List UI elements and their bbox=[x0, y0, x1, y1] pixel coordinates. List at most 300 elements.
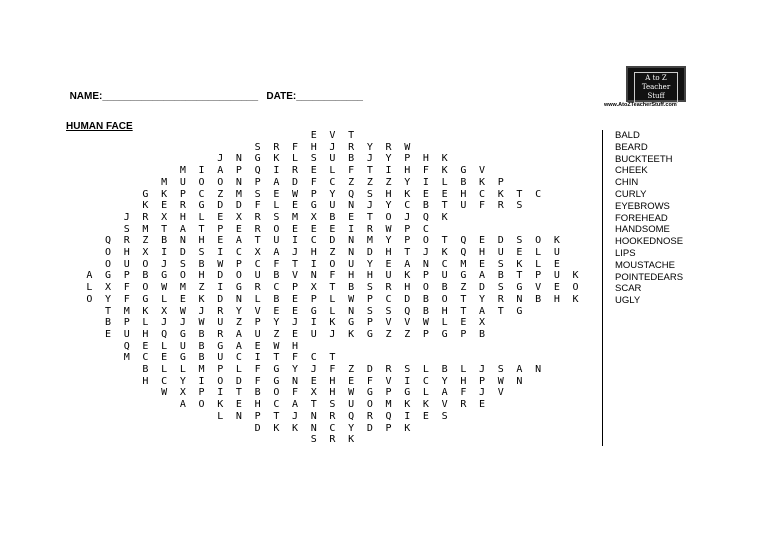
grid-letter[interactable]: P bbox=[422, 270, 429, 282]
grid-letter[interactable]: S bbox=[497, 282, 504, 294]
grid-letter[interactable]: K bbox=[217, 399, 224, 411]
grid-letter[interactable]: U bbox=[460, 200, 467, 212]
grid-letter[interactable]: T bbox=[404, 247, 411, 258]
grid-letter[interactable]: F bbox=[460, 387, 467, 399]
grid-letter[interactable]: E bbox=[254, 340, 261, 352]
grid-letter[interactable]: E bbox=[142, 340, 149, 352]
grid-letter[interactable]: A bbox=[217, 165, 224, 177]
grid-letter[interactable]: Q bbox=[404, 305, 411, 317]
grid-letter[interactable]: K bbox=[404, 399, 411, 411]
grid-letter[interactable]: X bbox=[105, 282, 112, 294]
grid-letter[interactable]: M bbox=[179, 165, 186, 177]
grid-letter[interactable]: H bbox=[329, 375, 336, 387]
grid-letter[interactable]: Y bbox=[235, 305, 242, 317]
grid-letter[interactable]: Z bbox=[366, 176, 373, 188]
grid-letter[interactable]: E bbox=[385, 258, 392, 270]
grid-letter[interactable]: Y bbox=[366, 141, 373, 153]
grid-letter[interactable]: G bbox=[273, 375, 280, 387]
grid-letter[interactable]: R bbox=[497, 200, 504, 212]
grid-letter[interactable]: L bbox=[198, 211, 205, 223]
grid-letter[interactable]: H bbox=[366, 270, 373, 282]
grid-letter[interactable]: Z bbox=[217, 188, 224, 200]
grid-letter[interactable]: R bbox=[217, 305, 224, 317]
grid-letter[interactable]: P bbox=[366, 317, 373, 329]
grid-letter[interactable]: S bbox=[497, 258, 504, 270]
grid-letter[interactable]: P bbox=[123, 317, 130, 329]
grid-letter[interactable]: T bbox=[516, 270, 523, 282]
grid-letter[interactable]: K bbox=[422, 399, 429, 411]
grid-letter[interactable]: U bbox=[179, 176, 186, 188]
grid-letter[interactable]: C bbox=[142, 352, 149, 364]
grid-letter[interactable]: L bbox=[329, 305, 336, 317]
grid-letter[interactable]: I bbox=[161, 247, 168, 258]
grid-letter[interactable]: C bbox=[198, 188, 205, 200]
grid-letter[interactable]: E bbox=[348, 211, 355, 223]
grid-letter[interactable]: P bbox=[254, 410, 261, 422]
grid-letter[interactable]: C bbox=[479, 188, 486, 200]
grid-letter[interactable]: S bbox=[366, 305, 373, 317]
grid-letter[interactable]: W bbox=[292, 188, 299, 200]
grid-letter[interactable]: U bbox=[217, 352, 224, 364]
grid-letter[interactable]: Z bbox=[385, 328, 392, 340]
grid-letter[interactable]: Z bbox=[198, 282, 205, 294]
grid-letter[interactable]: J bbox=[161, 258, 168, 270]
grid-letter[interactable]: K bbox=[404, 188, 411, 200]
grid-letter[interactable]: X bbox=[310, 282, 317, 294]
grid-letter[interactable]: H bbox=[404, 282, 411, 294]
grid-letter[interactable]: N bbox=[348, 305, 355, 317]
grid-letter[interactable]: K bbox=[329, 317, 336, 329]
grid-letter[interactable]: D bbox=[217, 200, 224, 212]
grid-letter[interactable]: E bbox=[553, 282, 560, 294]
grid-letter[interactable]: P bbox=[310, 188, 317, 200]
grid-letter[interactable]: N bbox=[348, 247, 355, 258]
name-field[interactable]: NAME:____________________________ bbox=[69, 91, 259, 102]
grid-letter[interactable]: J bbox=[123, 211, 130, 223]
grid-letter[interactable]: V bbox=[292, 270, 299, 282]
grid-letter[interactable]: N bbox=[310, 270, 317, 282]
grid-letter[interactable]: H bbox=[385, 188, 392, 200]
grid-letter[interactable]: Z bbox=[460, 282, 467, 294]
grid-letter[interactable]: F bbox=[273, 258, 280, 270]
grid-letter[interactable]: K bbox=[348, 328, 355, 340]
grid-letter[interactable]: P bbox=[217, 364, 224, 375]
grid-letter[interactable]: O bbox=[385, 211, 392, 223]
grid-letter[interactable]: B bbox=[198, 258, 205, 270]
grid-letter[interactable]: G bbox=[441, 328, 448, 340]
grid-letter[interactable]: B bbox=[422, 305, 429, 317]
grid-letter[interactable]: V bbox=[385, 317, 392, 329]
grid-letter[interactable]: Y bbox=[329, 188, 336, 200]
grid-letter[interactable]: T bbox=[460, 305, 467, 317]
grid-letter[interactable]: J bbox=[292, 317, 299, 329]
grid-letter[interactable]: E bbox=[292, 223, 299, 235]
grid-letter[interactable]: Y bbox=[479, 293, 486, 305]
grid-letter[interactable]: T bbox=[348, 130, 355, 141]
grid-letter[interactable]: K bbox=[497, 188, 504, 200]
grid-letter[interactable]: T bbox=[497, 305, 504, 317]
grid-letter[interactable]: L bbox=[217, 410, 224, 422]
grid-letter[interactable]: F bbox=[254, 200, 261, 212]
grid-letter[interactable]: F bbox=[254, 364, 261, 375]
grid-letter[interactable]: N bbox=[348, 200, 355, 212]
grid-letter[interactable]: E bbox=[422, 410, 429, 422]
grid-letter[interactable]: I bbox=[217, 387, 224, 399]
grid-letter[interactable]: N bbox=[422, 258, 429, 270]
grid-letter[interactable]: H bbox=[404, 165, 411, 177]
grid-letter[interactable]: O bbox=[105, 258, 112, 270]
grid-letter[interactable]: X bbox=[479, 317, 486, 329]
grid-letter[interactable]: E bbox=[292, 200, 299, 212]
grid-letter[interactable]: T bbox=[441, 235, 448, 247]
grid-letter[interactable]: H bbox=[460, 375, 467, 387]
grid-letter[interactable]: S bbox=[329, 399, 336, 411]
grid-letter[interactable]: U bbox=[385, 270, 392, 282]
grid-letter[interactable]: T bbox=[105, 305, 112, 317]
grid-letter[interactable]: F bbox=[348, 165, 355, 177]
grid-letter[interactable]: D bbox=[235, 375, 242, 387]
grid-letter[interactable]: O bbox=[422, 235, 429, 247]
grid-letter[interactable]: P bbox=[179, 188, 186, 200]
grid-letter[interactable]: J bbox=[179, 317, 186, 329]
grid-letter[interactable]: Y bbox=[404, 176, 411, 188]
grid-letter[interactable]: M bbox=[366, 235, 373, 247]
grid-letter[interactable]: P bbox=[404, 223, 411, 235]
grid-letter[interactable]: E bbox=[422, 188, 429, 200]
grid-letter[interactable]: N bbox=[516, 293, 523, 305]
grid-letter[interactable]: I bbox=[198, 375, 205, 387]
grid-letter[interactable]: U bbox=[348, 258, 355, 270]
grid-letter[interactable]: X bbox=[254, 247, 261, 258]
grid-letter[interactable]: I bbox=[422, 176, 429, 188]
grid-letter[interactable]: B bbox=[348, 153, 355, 165]
grid-letter[interactable]: Y bbox=[292, 364, 299, 375]
grid-letter[interactable]: G bbox=[516, 305, 523, 317]
grid-letter[interactable]: B bbox=[273, 270, 280, 282]
grid-letter[interactable]: S bbox=[179, 258, 186, 270]
grid-letter[interactable]: E bbox=[479, 235, 486, 247]
grid-letter[interactable]: W bbox=[497, 375, 504, 387]
grid-letter[interactable]: S bbox=[385, 305, 392, 317]
grid-letter[interactable]: Q bbox=[254, 165, 261, 177]
grid-letter[interactable]: L bbox=[273, 200, 280, 212]
grid-letter[interactable]: S bbox=[254, 188, 261, 200]
grid-letter[interactable]: E bbox=[348, 375, 355, 387]
grid-letter[interactable]: Z bbox=[404, 328, 411, 340]
grid-letter[interactable]: S bbox=[497, 364, 504, 375]
grid-letter[interactable]: B bbox=[441, 364, 448, 375]
grid-letter[interactable]: T bbox=[329, 282, 336, 294]
grid-letter[interactable]: E bbox=[310, 130, 317, 141]
grid-letter[interactable]: Z bbox=[273, 328, 280, 340]
grid-letter[interactable]: J bbox=[329, 141, 336, 153]
grid-letter[interactable]: F bbox=[366, 375, 373, 387]
grid-letter[interactable]: G bbox=[348, 317, 355, 329]
grid-letter[interactable]: E bbox=[292, 293, 299, 305]
grid-letter[interactable]: I bbox=[310, 258, 317, 270]
grid-letter[interactable]: U bbox=[553, 270, 560, 282]
grid-letter[interactable]: G bbox=[142, 188, 149, 200]
grid-letter[interactable]: W bbox=[273, 340, 280, 352]
grid-letter[interactable]: A bbox=[235, 340, 242, 352]
grid-letter[interactable]: K bbox=[348, 434, 355, 446]
grid-letter[interactable]: U bbox=[123, 328, 130, 340]
grid-letter[interactable]: H bbox=[441, 305, 448, 317]
grid-letter[interactable]: G bbox=[460, 270, 467, 282]
grid-letter[interactable]: T bbox=[235, 387, 242, 399]
grid-letter[interactable]: O bbox=[142, 258, 149, 270]
grid-letter[interactable]: Z bbox=[348, 364, 355, 375]
grid-letter[interactable]: D bbox=[404, 293, 411, 305]
grid-letter[interactable]: A bbox=[441, 387, 448, 399]
grid-letter[interactable]: S bbox=[310, 434, 317, 446]
grid-letter[interactable]: S bbox=[516, 235, 523, 247]
grid-letter[interactable]: I bbox=[273, 165, 280, 177]
grid-letter[interactable]: K bbox=[142, 200, 149, 212]
grid-letter[interactable]: H bbox=[310, 247, 317, 258]
grid-letter[interactable]: K bbox=[516, 258, 523, 270]
grid-letter[interactable]: P bbox=[292, 282, 299, 294]
grid-letter[interactable]: P bbox=[254, 317, 261, 329]
grid-letter[interactable]: E bbox=[273, 188, 280, 200]
grid-letter[interactable]: E bbox=[273, 305, 280, 317]
grid-letter[interactable]: H bbox=[348, 270, 355, 282]
grid-letter[interactable]: U bbox=[217, 317, 224, 329]
grid-letter[interactable]: E bbox=[292, 305, 299, 317]
grid-letter[interactable]: C bbox=[235, 247, 242, 258]
grid-letter[interactable]: A bbox=[273, 176, 280, 188]
grid-letter[interactable]: J bbox=[479, 364, 486, 375]
grid-letter[interactable]: C bbox=[535, 188, 542, 200]
grid-letter[interactable]: C bbox=[273, 399, 280, 411]
grid-letter[interactable]: O bbox=[273, 223, 280, 235]
grid-letter[interactable]: L bbox=[422, 364, 429, 375]
grid-letter[interactable]: E bbox=[235, 223, 242, 235]
grid-letter[interactable]: J bbox=[479, 387, 486, 399]
grid-letter[interactable]: R bbox=[142, 211, 149, 223]
grid-letter[interactable]: V bbox=[329, 130, 336, 141]
grid-letter[interactable]: J bbox=[329, 328, 336, 340]
grid-letter[interactable]: N bbox=[235, 176, 242, 188]
grid-letter[interactable]: K bbox=[572, 293, 579, 305]
grid-letter[interactable]: N bbox=[179, 235, 186, 247]
grid-letter[interactable]: E bbox=[553, 258, 560, 270]
grid-letter[interactable]: D bbox=[497, 235, 504, 247]
grid-letter[interactable]: U bbox=[273, 235, 280, 247]
grid-letter[interactable]: C bbox=[310, 235, 317, 247]
grid-letter[interactable]: C bbox=[310, 352, 317, 364]
grid-letter[interactable]: A bbox=[273, 247, 280, 258]
grid-letter[interactable]: G bbox=[404, 387, 411, 399]
grid-letter[interactable]: R bbox=[254, 282, 261, 294]
grid-letter[interactable]: B bbox=[198, 340, 205, 352]
grid-letter[interactable]: N bbox=[310, 422, 317, 434]
grid-letter[interactable]: X bbox=[161, 211, 168, 223]
grid-letter[interactable]: B bbox=[329, 211, 336, 223]
grid-letter[interactable]: W bbox=[348, 293, 355, 305]
grid-letter[interactable]: H bbox=[123, 247, 130, 258]
grid-letter[interactable]: O bbox=[86, 293, 93, 305]
grid-letter[interactable]: U bbox=[553, 247, 560, 258]
grid-letter[interactable]: C bbox=[441, 258, 448, 270]
grid-letter[interactable]: R bbox=[292, 165, 299, 177]
grid-letter[interactable]: J bbox=[366, 153, 373, 165]
grid-letter[interactable]: E bbox=[161, 200, 168, 212]
grid-letter[interactable]: P bbox=[310, 293, 317, 305]
grid-letter[interactable]: O bbox=[235, 270, 242, 282]
grid-letter[interactable]: H bbox=[385, 247, 392, 258]
grid-letter[interactable]: A bbox=[235, 328, 242, 340]
grid-letter[interactable]: D bbox=[479, 282, 486, 294]
grid-letter[interactable]: B bbox=[422, 293, 429, 305]
grid-letter[interactable]: B bbox=[142, 364, 149, 375]
grid-letter[interactable]: S bbox=[254, 141, 261, 153]
grid-letter[interactable]: D bbox=[366, 422, 373, 434]
grid-letter[interactable]: H bbox=[198, 235, 205, 247]
grid-letter[interactable]: I bbox=[348, 223, 355, 235]
grid-letter[interactable]: T bbox=[292, 258, 299, 270]
grid-letter[interactable]: U bbox=[310, 328, 317, 340]
grid-letter[interactable]: F bbox=[479, 200, 486, 212]
grid-letter[interactable]: F bbox=[254, 375, 261, 387]
grid-letter[interactable]: H bbox=[553, 293, 560, 305]
grid-letter[interactable]: N bbox=[292, 375, 299, 387]
grid-letter[interactable]: E bbox=[479, 399, 486, 411]
grid-letter[interactable]: W bbox=[161, 387, 168, 399]
grid-letter[interactable]: P bbox=[366, 293, 373, 305]
grid-letter[interactable]: R bbox=[254, 211, 261, 223]
grid-letter[interactable]: P bbox=[535, 270, 542, 282]
grid-letter[interactable]: L bbox=[292, 153, 299, 165]
grid-letter[interactable]: A bbox=[516, 364, 523, 375]
grid-letter[interactable]: L bbox=[235, 364, 242, 375]
grid-letter[interactable]: C bbox=[273, 282, 280, 294]
grid-letter[interactable]: F bbox=[123, 293, 130, 305]
grid-letter[interactable]: B bbox=[348, 282, 355, 294]
grid-letter[interactable]: R bbox=[329, 434, 336, 446]
grid-letter[interactable]: Q bbox=[123, 340, 130, 352]
grid-letter[interactable]: H bbox=[422, 153, 429, 165]
grid-letter[interactable]: F bbox=[292, 352, 299, 364]
grid-letter[interactable]: G bbox=[142, 293, 149, 305]
grid-letter[interactable]: D bbox=[254, 422, 261, 434]
grid-letter[interactable]: Y bbox=[273, 317, 280, 329]
grid-letter[interactable]: G bbox=[310, 200, 317, 212]
grid-letter[interactable]: G bbox=[179, 352, 186, 364]
grid-letter[interactable]: D bbox=[366, 247, 373, 258]
grid-letter[interactable]: Y bbox=[441, 375, 448, 387]
grid-letter[interactable]: I bbox=[385, 165, 392, 177]
grid-letter[interactable]: L bbox=[535, 258, 542, 270]
grid-letter[interactable]: R bbox=[460, 399, 467, 411]
grid-letter[interactable]: Y bbox=[385, 235, 392, 247]
grid-letter[interactable]: L bbox=[86, 282, 93, 294]
grid-letter[interactable]: S bbox=[123, 223, 130, 235]
grid-letter[interactable]: E bbox=[516, 247, 523, 258]
grid-letter[interactable]: I bbox=[292, 235, 299, 247]
grid-letter[interactable]: K bbox=[404, 270, 411, 282]
grid-letter[interactable]: M bbox=[235, 188, 242, 200]
grid-letter[interactable]: A bbox=[292, 399, 299, 411]
grid-letter[interactable]: P bbox=[404, 235, 411, 247]
grid-letter[interactable]: J bbox=[198, 305, 205, 317]
grid-letter[interactable]: W bbox=[161, 282, 168, 294]
grid-letter[interactable]: E bbox=[179, 293, 186, 305]
grid-letter[interactable]: Z bbox=[329, 247, 336, 258]
grid-letter[interactable]: E bbox=[310, 375, 317, 387]
grid-letter[interactable]: W bbox=[404, 141, 411, 153]
grid-letter[interactable]: B bbox=[479, 328, 486, 340]
grid-letter[interactable]: C bbox=[404, 200, 411, 212]
grid-letter[interactable]: T bbox=[161, 223, 168, 235]
grid-letter[interactable]: R bbox=[385, 364, 392, 375]
grid-letter[interactable]: V bbox=[404, 317, 411, 329]
grid-letter[interactable]: W bbox=[179, 305, 186, 317]
grid-letter[interactable]: J bbox=[292, 247, 299, 258]
grid-letter[interactable]: K bbox=[273, 422, 280, 434]
grid-letter[interactable]: L bbox=[161, 340, 168, 352]
grid-letter[interactable]: Q bbox=[105, 235, 112, 247]
grid-letter[interactable]: Z bbox=[385, 176, 392, 188]
grid-letter[interactable]: G bbox=[161, 270, 168, 282]
grid-letter[interactable]: G bbox=[254, 153, 261, 165]
grid-letter[interactable]: T bbox=[254, 235, 261, 247]
grid-letter[interactable]: W bbox=[198, 317, 205, 329]
grid-letter[interactable]: Q bbox=[460, 247, 467, 258]
grid-letter[interactable]: H bbox=[310, 141, 317, 153]
grid-letter[interactable]: K bbox=[273, 153, 280, 165]
grid-letter[interactable]: P bbox=[254, 176, 261, 188]
grid-letter[interactable]: K bbox=[198, 293, 205, 305]
grid-letter[interactable]: T bbox=[310, 399, 317, 411]
grid-letter[interactable]: J bbox=[310, 364, 317, 375]
grid-letter[interactable]: N bbox=[535, 364, 542, 375]
grid-letter[interactable]: Q bbox=[348, 188, 355, 200]
grid-letter[interactable]: N bbox=[310, 410, 317, 422]
grid-letter[interactable]: U bbox=[254, 328, 261, 340]
grid-letter[interactable]: L bbox=[422, 387, 429, 399]
grid-letter[interactable]: L bbox=[329, 293, 336, 305]
grid-letter[interactable]: N bbox=[516, 375, 523, 387]
grid-letter[interactable]: N bbox=[235, 410, 242, 422]
grid-letter[interactable]: N bbox=[235, 153, 242, 165]
grid-letter[interactable]: O bbox=[329, 258, 336, 270]
grid-letter[interactable]: E bbox=[161, 352, 168, 364]
grid-letter[interactable]: B bbox=[273, 293, 280, 305]
grid-letter[interactable]: G bbox=[273, 364, 280, 375]
grid-letter[interactable]: B bbox=[161, 235, 168, 247]
grid-letter[interactable]: T bbox=[273, 410, 280, 422]
grid-letter[interactable]: J bbox=[217, 153, 224, 165]
grid-letter[interactable]: M bbox=[460, 258, 467, 270]
grid-letter[interactable]: M bbox=[161, 176, 168, 188]
grid-letter[interactable]: R bbox=[179, 200, 186, 212]
grid-letter[interactable]: P bbox=[404, 153, 411, 165]
grid-letter[interactable]: A bbox=[86, 270, 93, 282]
grid-letter[interactable]: H bbox=[254, 399, 261, 411]
grid-letter[interactable]: D bbox=[292, 176, 299, 188]
grid-letter[interactable]: L bbox=[329, 165, 336, 177]
grid-letter[interactable]: X bbox=[179, 387, 186, 399]
grid-letter[interactable]: D bbox=[366, 364, 373, 375]
grid-letter[interactable]: O bbox=[142, 282, 149, 294]
grid-letter[interactable]: D bbox=[179, 247, 186, 258]
grid-letter[interactable]: B bbox=[198, 328, 205, 340]
grid-letter[interactable]: T bbox=[273, 352, 280, 364]
grid-letter[interactable]: X bbox=[310, 211, 317, 223]
grid-letter[interactable]: O bbox=[572, 282, 579, 294]
grid-letter[interactable]: S bbox=[516, 200, 523, 212]
